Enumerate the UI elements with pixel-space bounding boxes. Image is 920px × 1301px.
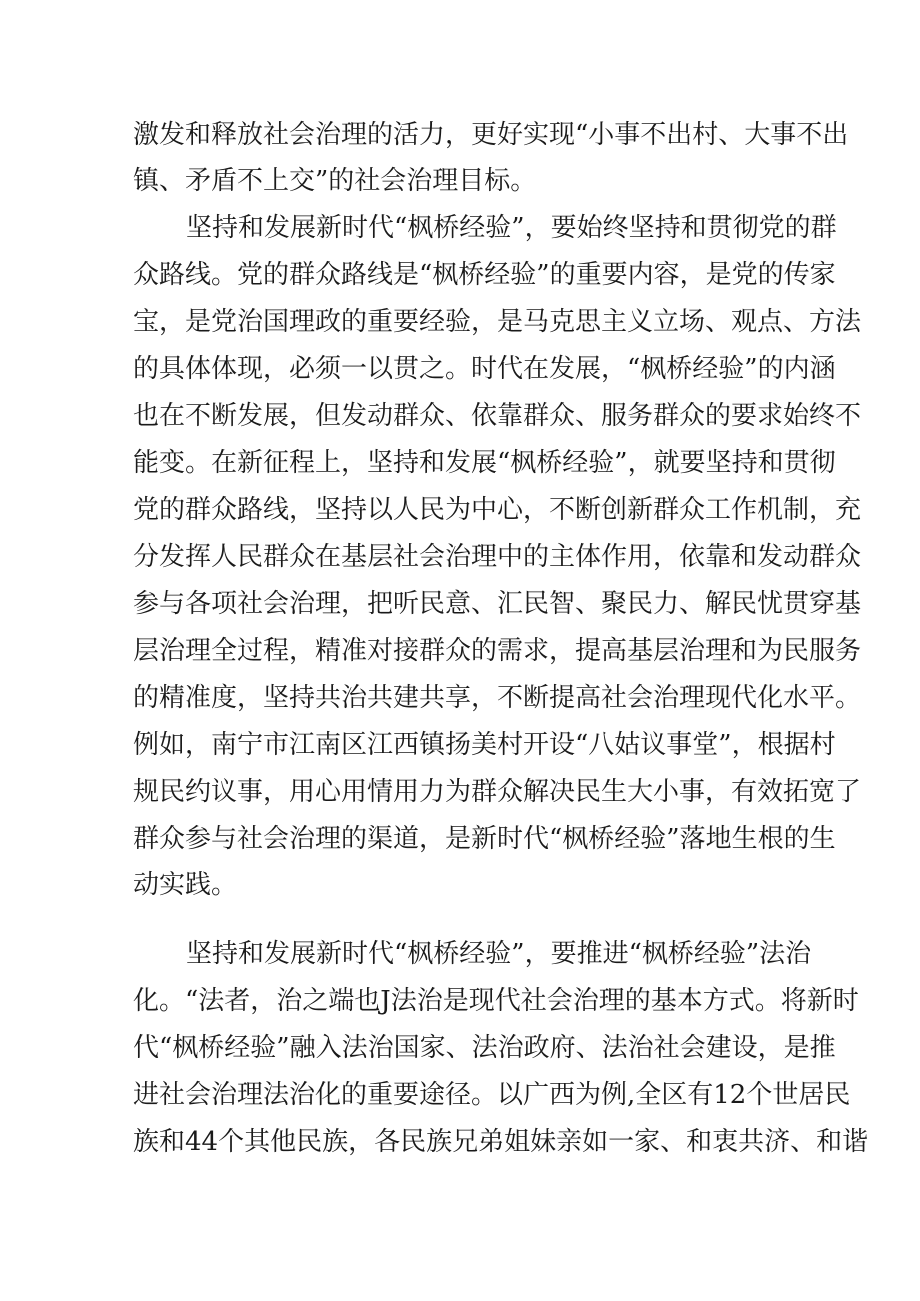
text-line: 例如，南宁市江南区江西镇扬美村开设“八姑议事堂”，根据村	[133, 730, 836, 760]
text-line: 代“枫桥经验”融入法治国家、法治政府、法治社会建设，是推	[133, 1033, 836, 1063]
text-line: 族和44个其他民族，各民族兄弟姐妹亲如一家、和衷共济、和谐	[133, 1127, 869, 1157]
text-line: 层治理全过程，精准对接群众的需求，提高基层治理和为民服务	[133, 636, 862, 666]
text-line: 宝，是党治国理政的重要经验，是马克思主义立场、观点、方法	[133, 307, 862, 337]
text-line: 坚持和发展新时代“枫桥经验”，要始终坚持和贯彻党的群	[186, 213, 837, 243]
text-line: 规民约议事，用心用情用力为群众解决民生大小事，有效拓宽了	[133, 777, 862, 807]
text-line: 也在不断发展，但发动群众、依靠群众、服务群众的要求始终不	[133, 401, 862, 431]
text-line: 进社会治理法治化的重要途径。以广西为例,全区有12个世居民	[133, 1080, 851, 1110]
text-line: 动实践。	[133, 870, 238, 900]
text-line: 众路线。党的群众路线是“枫桥经验”的重要内容，是党的传家	[133, 260, 836, 290]
text-line: 坚持和发展新时代“枫桥经验”，要推进“枫桥经验”法治	[186, 939, 812, 969]
text-line: 分发挥人民群众在基层社会治理中的主体作用，依靠和发动群众	[133, 542, 862, 572]
text-line: 参与各项社会治理，把听民意、汇民智、聚民力、解民忧贯穿基	[133, 589, 862, 619]
text-line: 化。“法者，治之端也J法治是现代社会治理的基本方式。将新时	[133, 986, 859, 1016]
text-line: 的具体体现，必须一以贯之。时代在发展，“枫桥经验”的内涵	[133, 354, 836, 384]
text-line: 能变。在新征程上，坚持和发展“枫桥经验”，就要坚持和贯彻	[133, 448, 836, 478]
text-line: 党的群众路线，坚持以人民为中心，不断创新群众工作机制，充	[133, 495, 862, 525]
text-line: 的精准度，坚持共治共建共享，不断提高社会治理现代化水平。	[133, 683, 862, 713]
text-line: 镇、矛盾不上交”的社会治理目标。	[133, 166, 537, 196]
text-line: 群众参与社会治理的渠道，是新时代“枫桥经验”落地生根的生	[133, 824, 836, 854]
text-line: 激发和释放社会治理的活力，更好实现“小事不出村、大事不出	[133, 120, 849, 150]
